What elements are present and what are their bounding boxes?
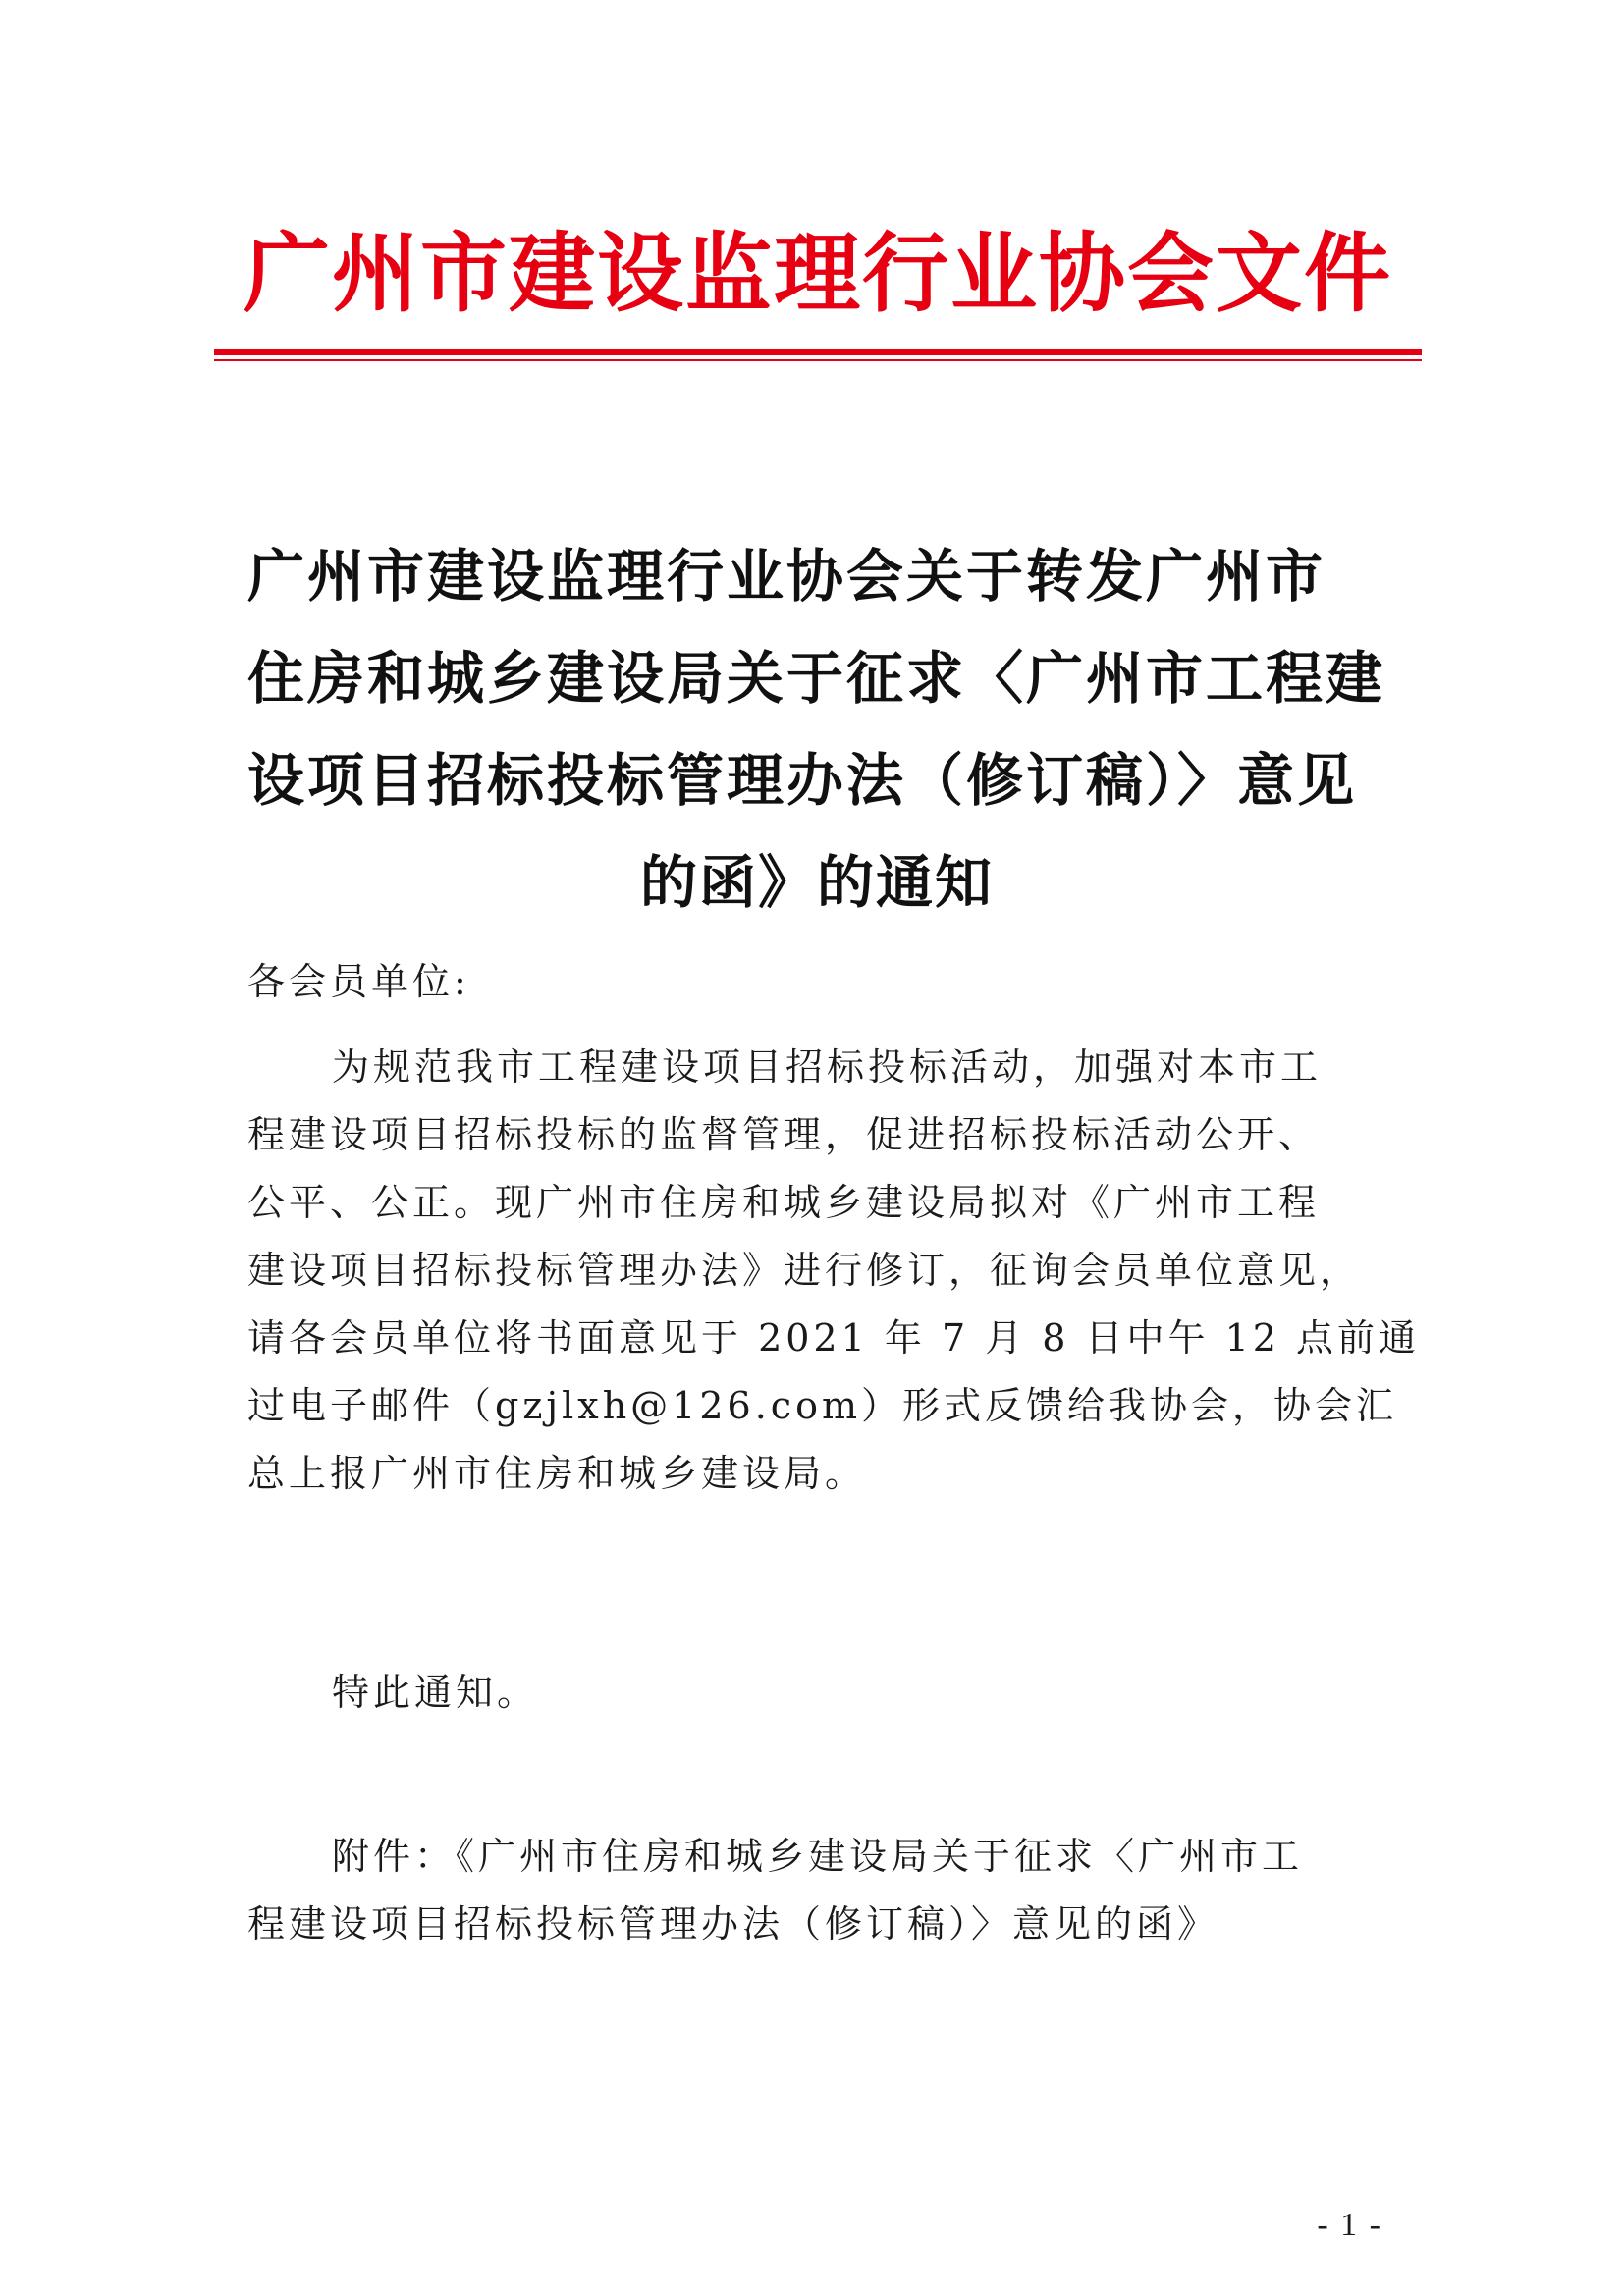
paragraph-line-7: 总上报广州市住房和城乡建设局。 [247, 1452, 867, 1495]
attachment-line-1: 附件：《广州市住房和城乡建设局关于征求〈广州市工 [332, 1835, 1304, 1878]
attachment-note [247, 1823, 1386, 1958]
paragraph-line-6: 过电子邮件（gzjlxh@126.com）形式反馈给我协会，协会汇 [247, 1384, 1397, 1427]
salutation: 各会员单位: [247, 960, 470, 1003]
notice-title [247, 525, 1386, 934]
page-number: - 1 - [1317, 2207, 1382, 2243]
header-red-rule-thick [214, 349, 1422, 355]
title-line-4: 的函》的通知 [639, 849, 994, 916]
title-line-2: 住房和城乡建设局关于征求〈广州市工程建 [247, 645, 1386, 712]
paragraph-line-4: 建设项目招标投标管理办法》进行修订，征询会员单位意见， [247, 1249, 1362, 1292]
title-line-1: 广州市建设监理行业协会关于转发广州市 [247, 543, 1326, 610]
title-line-3: 设项目招标投标管理办法（修订稿）〉意见 [247, 747, 1358, 814]
body-paragraph [247, 1034, 1421, 1508]
paragraph-line-2: 程建设项目招标投标的监督管理，促进招标投标活动公开、 [247, 1113, 1321, 1156]
header-red-rule-thin [214, 359, 1422, 361]
closing-statement: 特此通知。 [332, 1671, 539, 1714]
paragraph-line-5: 请各会员单位将书面意见于 2021 年 7 月 8 日中午 12 点前通 [247, 1316, 1421, 1360]
paragraph-line-3: 公平、公正。现广州市住房和城乡建设局拟对《广州市工程 [247, 1181, 1321, 1224]
document-header-title: 广州市建设监理行业协会文件 [243, 222, 1392, 324]
paragraph-line-1: 为规范我市工程建设项目招标投标活动，加强对本市工 [332, 1045, 1323, 1089]
attachment-line-2: 程建设项目招标投标管理办法（修订稿）〉意见的函》 [247, 1902, 1219, 1946]
